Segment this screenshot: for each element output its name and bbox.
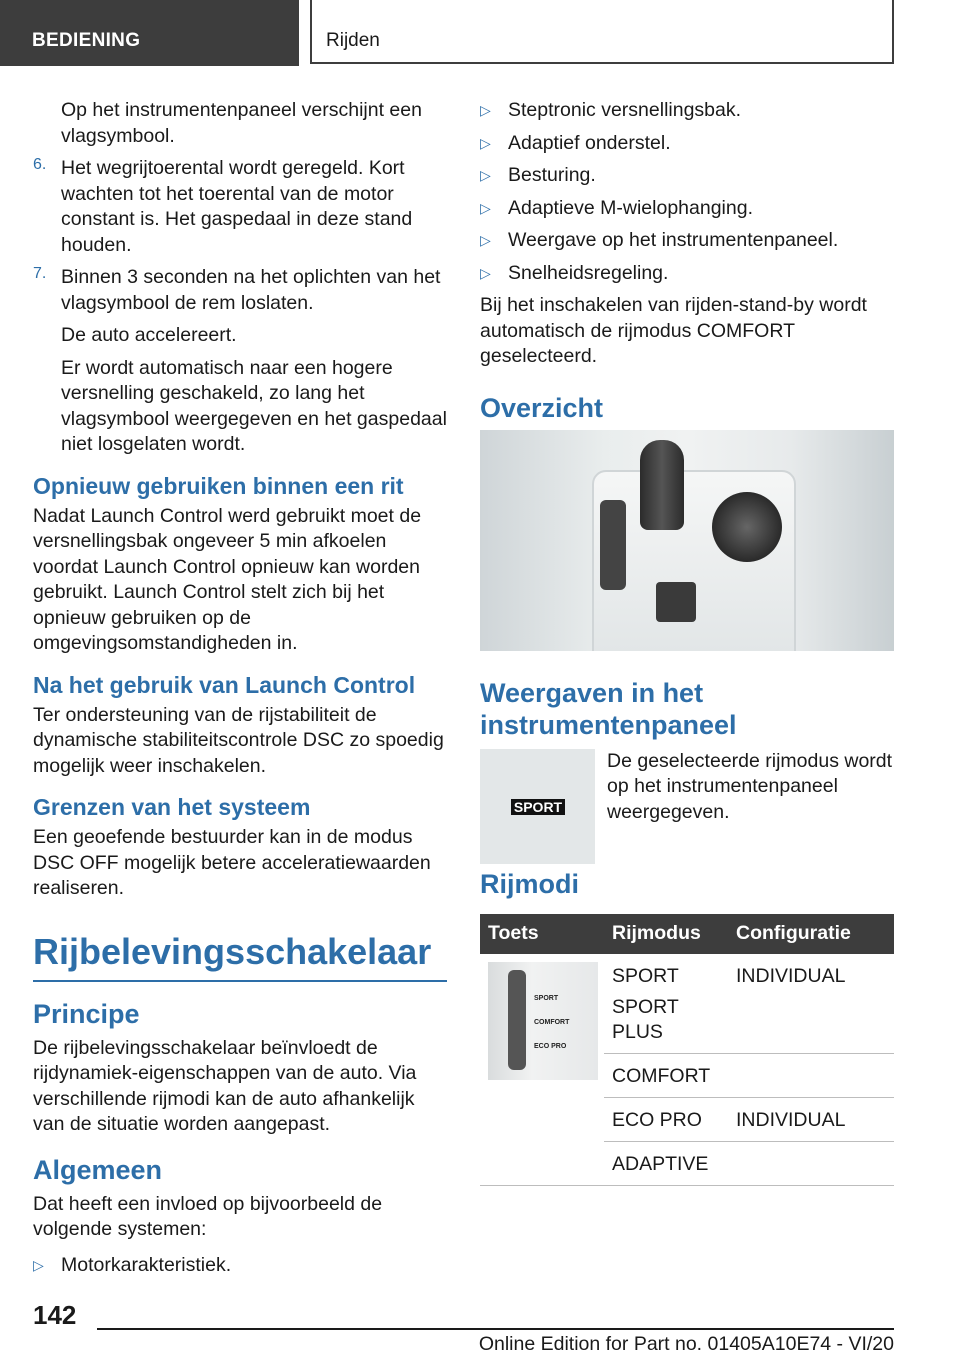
table-header: Rijmodus: [604, 914, 728, 954]
list-item-text: Weergave op het instrumentenpaneel.: [508, 229, 839, 251]
header-chapter-title: Rijden: [326, 30, 380, 51]
list-item: [480, 228, 894, 254]
table-row: [480, 954, 894, 1054]
list-item-text: Adaptieve M-wielophanging.: [508, 196, 753, 219]
switch-panel: [508, 970, 526, 1070]
table-cell: [480, 1141, 604, 1185]
table-cell: [728, 1053, 894, 1097]
heading-general: Algemeen: [33, 1154, 163, 1185]
triangle-bullet-icon: ▷: [480, 264, 491, 281]
instrument-display-image: [480, 749, 595, 864]
table-row: [480, 1141, 894, 1185]
heading-limits: Grenzen van het systeem: [33, 794, 311, 820]
triangle-bullet-icon: ▷: [33, 1256, 44, 1273]
step-7-note: Er wordt automatisch naar een hogere versnelling geschakeld, zo lang het vlagsymbool weergegeven en het gaspedaal niet losgelaten wordt.: [61, 356, 447, 455]
mode-switch-image: [488, 962, 598, 1080]
list-item: [480, 131, 894, 157]
list-item: [33, 1253, 447, 1279]
paragraph-standby: Bij het inschakelen van rijden-stand-by wordt automatisch de rijmodus COMFORT geselecteerd.: [480, 294, 867, 367]
triangle-bullet-icon: ▷: [480, 134, 491, 151]
gear-selector-lever: [640, 440, 684, 530]
step-continuation: Op het instrumentenpaneel verschijnt een vlagsymbool.: [61, 99, 422, 147]
list-item: [480, 163, 894, 189]
switch-label: COMFORT: [534, 1018, 570, 1026]
switch-label: ECO PRO: [534, 1042, 567, 1050]
step-number: 7.: [33, 265, 47, 282]
paragraph-displays: De geselecteerde rijmodus wordt op het instrumentenpaneel weergegeven.: [607, 749, 893, 823]
list-item-text: Motorkarakteristiek.: [61, 1253, 232, 1276]
triangle-bullet-icon: ▷: [480, 199, 491, 216]
heading-overview: Overzicht: [480, 392, 604, 423]
table-cell: INDIVIDUAL: [728, 1097, 894, 1141]
paragraph-after-use: Ter ondersteuning van de rijstabiliteit de dynamische stabiliteitscontrole DSC zo spoedig mogelijk weer inschakelen.: [33, 703, 444, 777]
step-text: Het wegrijtoerental wordt geregeld. Kort wachten tot het toerental van de motor constant is. Het gaspedaal in deze stand houden.: [61, 157, 413, 256]
controller-knob: [712, 492, 782, 562]
heading-reuse: Opnieuw gebruiken binnen een rit: [33, 472, 404, 499]
list-item: [480, 261, 894, 287]
left-column: [33, 98, 447, 1285]
parking-brake-switch: [656, 582, 696, 622]
triangle-bullet-icon: ▷: [480, 102, 491, 118]
header-chapter-box: [310, 0, 894, 64]
paragraph-principle: De rijbelevingsschakelaar beïnvloedt de rijdynamiek-eigenschappen van de auto. Via verschillende rijmodi kan de auto afhankelijk van de situatie worden aangepast.: [33, 1036, 417, 1135]
mode-name: SPORT PLUS: [612, 995, 679, 1043]
paragraph-general: Dat heeft een invloed op bijvoorbeeld de volgende systemen:: [33, 1192, 383, 1240]
sport-mode-indicator: SPORT: [511, 799, 565, 815]
table-header: Toets: [480, 914, 604, 954]
heading-displays: Weergaven in het instrumentenpaneel: [480, 677, 737, 740]
list-item-text: Steptronic versnellingsbak.: [508, 99, 742, 121]
step-7: [33, 265, 447, 316]
table-row: [480, 1097, 894, 1141]
heading-principle: Principe: [33, 998, 140, 1029]
display-section: [480, 749, 894, 864]
step-7-result: De auto accelereert.: [61, 324, 237, 346]
list-item: [480, 196, 894, 222]
page-number: 142: [33, 1300, 77, 1330]
driving-experience-switch: [600, 500, 626, 590]
step-6: [33, 156, 447, 258]
footer-divider: [97, 1328, 894, 1330]
table-cell: [604, 954, 728, 1054]
chapter-heading: Rijbelevingsschakelaar: [33, 930, 447, 982]
footer-edition: Online Edition for Part no. 01405A10E74 - VI/20: [478, 1333, 894, 1355]
right-column: [480, 98, 894, 1186]
list-item-text: Besturing.: [508, 164, 596, 186]
heading-after-use: Na het gebruik van Launch Control: [33, 671, 416, 698]
table-cell: INDIVIDUAL: [728, 954, 894, 1054]
paragraph-limits: Een geoefende bestuurder kan in de modus DSC OFF mogelijk betere acceleratiewaarden realiseren.: [33, 826, 431, 899]
triangle-bullet-icon: ▷: [480, 232, 491, 248]
heading-modes: Rijmodi: [480, 868, 579, 899]
table-header: Configuratie: [728, 914, 894, 954]
table-cell: [480, 1097, 604, 1141]
list-item-text: Snelheidsregeling.: [508, 261, 669, 284]
step-text: Binnen 3 seconden na het oplichten van het vlagsymbool de rem loslaten.: [61, 266, 441, 314]
step-number: 6.: [33, 156, 47, 173]
table-cell: [728, 1141, 894, 1185]
table-cell: [480, 954, 604, 1098]
triangle-bullet-icon: ▷: [480, 167, 491, 183]
table-cell: COMFORT: [604, 1053, 728, 1097]
header-section-title: BEDIENING: [32, 30, 141, 51]
driving-modes-table: [480, 914, 894, 1186]
center-console-photo: [480, 430, 894, 651]
header-section-tab: [0, 0, 299, 66]
list-item: [480, 98, 894, 124]
table-cell: ECO PRO: [604, 1097, 728, 1141]
table-cell: ADAPTIVE: [604, 1141, 728, 1185]
paragraph-reuse: Nadat Launch Control werd gebruikt moet de versnellingsbak ongeveer 5 min afkoelen voordat Launch Control opnieuw kan worden gebruikt. Launch Control stelt zich bij het opnieuw gebruiken op de omgevingsomstandigheden in.: [33, 504, 422, 654]
table-header-row: [480, 914, 894, 954]
mode-name: SPORT: [612, 964, 679, 987]
list-item-text: Adaptief onderstel.: [508, 131, 671, 154]
switch-label: SPORT: [534, 994, 559, 1002]
